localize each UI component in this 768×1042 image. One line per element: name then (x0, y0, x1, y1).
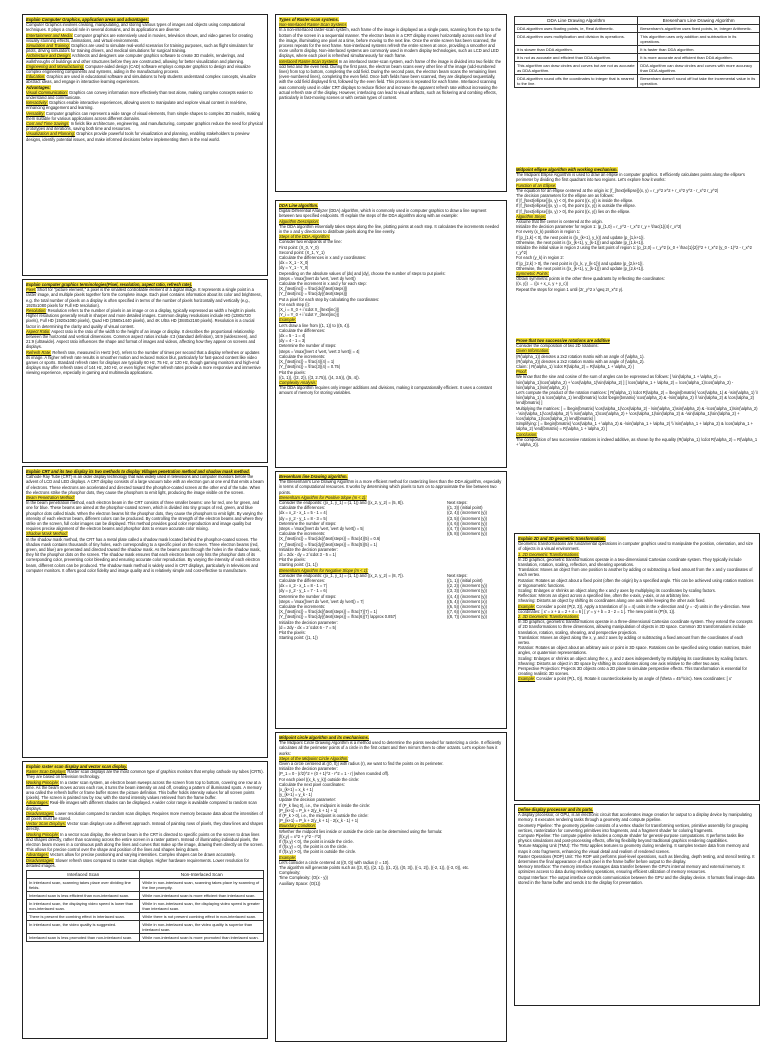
paragraph: Vectors allow for precise positioning and varying intensities. Complex shapes can be drawn accurately. (49, 852, 236, 858)
step-line: |dy = y_2 - y_1 = 7 - 1 = 6| (279, 588, 327, 594)
term: Given Information: (516, 348, 550, 354)
step-line: |dx = x_2 - x_1 = 5 - 1 = 4| (279, 510, 327, 516)
step-line: |x_{k+1} = x_k + 1| (279, 787, 313, 793)
term: Advantages: (26, 800, 49, 806)
term: Shadow Mask Method: (26, 531, 68, 537)
paragraph: Raster scan displays are the most common type of graphics monitors that employ cathode ray tubes (CRTs). They are based on television technology. (26, 769, 264, 780)
term: Architecture and Design: (26, 53, 71, 59)
paragraph: Vector scan displays use a different approach. Instead of painting rows of pixels, they draw lines and shapes directly. (26, 821, 264, 832)
step-line: |steps = \max(|\vert dx \vert, \vert dy \vert|) (279, 275, 356, 281)
section-heading: Explain CRT and its two display its two methods to display Villagen penetration method and shadow mask method. (26, 469, 250, 474)
step-line: Calculate the differences: (279, 505, 326, 511)
step-line: |Y_i = Y_0 + i \cdot Y_{\text{inc}}| (279, 312, 340, 318)
term: Working Principle: (26, 779, 59, 785)
table-row (515, 33, 760, 46)
table-row (515, 75, 760, 88)
paragraph: Short for "picture element," a pixel is the smallest controllable element of a digital image. It represents a single point in a raster image, and multiple pixels together form the complete image. Each pixel contains information about its color and brightness, e.g. the total number of pixels on a display is often specified in terms of the number of pixels horizontally and vertically (e.g., 1920x1080 pixels for Full HD resolution). (26, 287, 262, 308)
step-line: Depending on the absolute values of |dx| and |dy|, choose the number of steps to put pixels: (279, 270, 446, 276)
term: Proof: (516, 369, 527, 375)
paragraph: Geometry Pipeline: The geometry pipeline consists of a vertex shader for transforming vertices, primitive assembly for grouping vertices, rasterization for converting primitives into fragments, and a fragment shader for coloring fragments. (518, 822, 749, 833)
term: Raster Scan Displays: (26, 769, 67, 775)
step-point: ((3, 5)) (increment (y)) (447, 515, 488, 521)
step-point: ((3, 3)) (increment (y)) (447, 588, 488, 594)
table-cell: Interlaced scan is less promoted than non-interlaced scan. (27, 934, 140, 942)
step-line: Determine the number of steps: (279, 520, 337, 526)
step-point: ((5, 4)) (increment (x)) (447, 598, 488, 604)
step-line: |dy = Y_1 - Y_0| (279, 265, 309, 271)
step-point: ((4, 4)) (increment (y)) (447, 593, 488, 599)
step-point: ((1, 1)) (initial point) (447, 578, 483, 584)
step-line: Otherwise, the next point is ((x_{k+1}, y_{k-1})) and update |p_{1,k+1}|. (516, 239, 645, 245)
column-2 (275, 14, 507, 1016)
table-cell: In interlaced scan, scanning takes place over dividing line fields. (27, 879, 140, 892)
section-scan-display (22, 761, 268, 1039)
term: Algorithm Steps: (516, 213, 547, 219)
term: Example: (279, 317, 297, 323)
table-row (27, 900, 264, 913)
example-line: Let's consider a circle centered at ((0, 0)) with radius (r = 10). (279, 859, 390, 865)
example-line: Complexity: (279, 870, 301, 876)
table-row (515, 25, 760, 33)
table-header-row (27, 871, 264, 879)
paragraph: The DDA algorithm essentially takes steps along the line, plotting points at each step. It calculates the increments needed in the x and y directions to distribute pixels along the line evenly. (279, 223, 499, 235)
table-cell: It is not as accurate and efficient than DDA algorithm. (515, 54, 638, 62)
table-cell: While in non-interlaced scan, the video quality is superior than interlaced scan. (140, 921, 264, 934)
step-point: ((1, 3)) (initial point) (447, 505, 483, 511)
step-line: First point: (X_0, Y_0) (279, 244, 319, 250)
step-point: ((4, 7)) (increment (y)) (447, 526, 488, 532)
term: Function of an Ellipse: (516, 182, 557, 188)
paragraph: Perspective Projection: Projects 3D objects onto a 2D plane to simulate perspective effects. This transformation is essential for creating realistic 3D scenes. (518, 666, 747, 677)
step-line: |P_{k+1} = P_k + 2(y_k + 1) - 2(x_k - 1) + 1| (279, 818, 359, 824)
table-cell: Bresenham's algorithm uses fixed points, ie, Integer Arithmetic. (638, 25, 760, 33)
term: 1. 2D Geometric Transformations: (518, 551, 580, 557)
step-line: |X_{\text{inc}} = \frac{dx}{\text{steps}} = \frac{7}{7} = 1| (279, 609, 377, 615)
paragraph: In the shadow mask method, the CRT has a metal plate called a shadow mask located behind the phosphor-coated screen. The shadow mask contains thousands of tiny holes, each corresponding to a specific pixel on the screen. Three electron beams (red, green, and blue) are generated and directed toward the shadow mask. As the beams pass through the holes in the shadow mask, they hit the phosphor dots on the screen. The shadow mask ensures that each electron beam only hits the phosphor dots of its corresponding color, preventing color bleeding and ensuring accurate color reproduction. By varying the intensity of each electron beam, different colors can be produced. The shadow mask method is widely used in CRT displays, particularly in televisions and computer monitors. It offers good color fidelity and image quality and is relatively simple and cost-effective to manufacture. (26, 536, 261, 573)
term: Vector Scan Displays: (26, 821, 66, 827)
table-row (27, 921, 264, 934)
negative-slope-block (279, 573, 503, 641)
term: Conclusion: (516, 431, 538, 437)
table-cell: While there is not present combing effect in non-interlaced scan. (140, 913, 264, 921)
step-line: |X_{\text{inc}} = \frac{dx}{\text{steps}} = \frac{4}{5} = 0.6| (279, 536, 381, 542)
boundary-line: If (f(x,y) < 0), the point is inside the circle. (279, 839, 354, 845)
interlaced-comparison-table (26, 870, 264, 942)
section-crt (22, 466, 268, 758)
term: Refresh Rate: (26, 349, 52, 355)
table-row (27, 879, 264, 892)
table-row (515, 54, 760, 62)
step-line: |X_{\text{inc}} = \frac{dx}{\text{steps}}| (279, 286, 348, 292)
paragraph: In the beam penetration method, each electron beam in the CRT consists of three smaller beams: one for red, one for green, and one for blue. These beams are aimed at the phosphor-coated screen, which is divided into tiny groups of red, green, and blue phosphor dots called triads. When the electron beams hit the phosphor dots, they cause the phosphors to emit light. By varying the intensity of each electron beam, different colors can be produced. By controlling the strength of the electron beams and where they strike on the screen, full color images can be displayed. This method provides good color reproduction and image quality but requires precise alignment of the electron beams and phosphor dots to ensure accurate color mixing. (26, 500, 263, 532)
paragraph: The composition of two successive rotations is indeed additive, as shown by the equality (R(\alpha_1) \cdot R(\alpha_2) = R(\alpha_1 + \alpha_2)). (516, 436, 758, 448)
section-terminologies (22, 279, 268, 463)
table-row (515, 46, 760, 54)
proof-line: Simplifying: [ = \begin{bmatrix} \cos(\alpha_1 + \alpha_2) & -\sin(\alpha_1 + \alpha_2) \\ \sin(\alpha_1 + \alpha_2) & \cos(\alpha_1 + \alpha_2) \end{bmatrix} = R(\alpha_1 + \alpha_2) ] (516, 421, 754, 432)
term: Example: (518, 676, 536, 682)
step-line: Initialize the decision parameter for region 1: |p_{1,0} = r_y^2 - r_x^2 r_y + \frac{1}{4} r_x^2| (516, 224, 682, 230)
table-cell: Interlaced scan is less efficient than non-interlaced scan. (27, 892, 140, 900)
step-line: If |p_{2,k} > 0|, the next point is ((x_k, y_{k-1})) and update |p_{2,k+1}|. (516, 260, 644, 266)
paragraph: Raster Operations (ROP) Unit: The ROP unit performs pixel-level operations, such as blending, depth testing, and stencil testing. It determines the final appearance of each pixel in the frame buffer before output to the display. (518, 853, 755, 865)
paragraph: Aspect ratio is the ratio of the width to the height of an image or display. It describes the proportional relationship between the horizontal and vertical dimensions. Common aspect ratios include 4:3 (standard definition), 16:9 (widescreen), and 21:9 (ultrawide). Aspect ratio influences the shape and format of images and videos, affecting how they appear on screens and displays. (26, 328, 257, 350)
term: 2. 3D Geometric Transformations: (518, 614, 580, 620)
term: Beam Penetration Method: (26, 495, 75, 501)
section-heading: Prove that two successive rotations are additive (516, 338, 610, 343)
step-line: If |p_{1,k} < 0|, the next point is ((x_{k+1}, y_k)) and update |p_{1,k+1}|. (516, 234, 645, 240)
step-line: Calculate the increment in x and y for each step: (279, 281, 367, 287)
step-line: ((x, y)) → ((x + x_c, y + y_c)) (516, 281, 569, 287)
table-cell: DDA algorithm round offs the coordinates to integer that is nearest to the line. (515, 75, 638, 88)
step-line: Calculate the differences in x and y coordinates: (279, 255, 367, 261)
section-display-processor (514, 804, 760, 1006)
paragraph: Translation: Moves an object from one position to another by adding or subtracting a fixed amount from the x and y coordinates of each vertex. (518, 567, 753, 578)
given-line: (R(\alpha_1)) denotes a 2x2 rotation matrix with an angle of (\alpha_1). (516, 353, 645, 359)
given-line: Claim: ( R(\alpha_1) \cdot R(\alpha_2) = R(\alpha_1 + \alpha_2) ) (516, 364, 635, 370)
step-line: Obtain symmetric points in the other three quadrants by reflecting the coordinates: (516, 276, 665, 282)
table-cell: While in non-interlaced scan, scanning takes place by scanning of the line promptly. (140, 879, 264, 892)
paragraph: Computer graphics can represent a wide range of visual elements, from simple shapes to complex 3D models, making them suitable for various applications across different domains. (26, 110, 260, 121)
paragraph: Lower resolution compared to random scan displays. Requires more memory because data about the intensities of all pixels must be stored. (26, 810, 263, 822)
paragraph: Architects and designers use computer graphics software to create 3D models, renderings, and walkthroughs of buildings and other structures before they are constructed, allowing for better visualization and planning. (26, 53, 245, 64)
term: Steps of the DDA Algorithm: (279, 234, 330, 240)
term: Complexity Analysis: (279, 379, 317, 385)
table-cell: It is faster than DDA algorithm. (638, 46, 760, 54)
term: Resolution: (26, 308, 47, 314)
example-line: Time Complexity: (O(x - y)) (279, 875, 328, 881)
paragraph: The Bresenham's Line Drawing Algorithm is a more efficient method for rasterizing lines than the DDA algorithm, especially in terms of computational resources. It works by determining which pixels to turn on to approximate the line between two points. (279, 479, 502, 495)
step-line: Put a pixel for each step by calculating the coordinates: (279, 296, 380, 302)
paragraph: Graphics are used to simulate real-world scenarios for training purposes, such as flight simulators for pilots, driving simulators for training drivers, and medical simulations for surgical training. (26, 43, 254, 54)
step-line: Calculate the increments: (279, 604, 326, 610)
table-cell: It is slower than DDA algorithm. (515, 46, 638, 54)
section-heading: Types of Raster-scan systems. (279, 17, 339, 22)
step-line: Given a circle centered at ((0, 0)) with radius (r), we want to find the points on its perimeter. (279, 761, 444, 767)
column-header: Interlaced Scan (27, 871, 140, 879)
term: Cost and Time Savings: (26, 121, 70, 127)
step-line: |d = 2dx - dy = 2 \cdot 3 - 5 = 1| (279, 552, 336, 558)
section-dda (275, 200, 507, 468)
paragraph: Shearing: Distorts an object in 3D space by shifting its coordinates along one axis relative to the other two axes. (518, 660, 721, 666)
proof-line: We know that the sine and cosine of the sum of angles can be expressed as follows: [ \sin(\alpha_1 + \alpha_2) = \sin(\alpha_1)\cos(\alpha_2) + \cos(\alpha_1)\sin(\alpha_2) ] [ \cos(\alpha_1 + \alpha_2) = \cos(\alpha_1)\cos(\alpha_2) - \sin(\alpha_1)\sin(\alpha_2) ] (516, 374, 734, 390)
table-cell: DDA algorithm uses floating points, ie, Real Arithmetic. (515, 25, 638, 33)
step-line: Otherwise, the next point is ((x_{k+1}, y_{k-1})) and update |p_{2,k+1}|. (516, 265, 645, 271)
table-row (27, 892, 264, 900)
section-midpoint-ellipse (514, 167, 760, 335)
example-line: ((1, 1)), ((2, 2)), ((3, 2.75)), ((4, 3.5)), ((5, 4)). (279, 374, 360, 380)
paragraph: Graphics provide powerful tools for visualization and planning, enabling stakeholders to preview designs, identify potential issues, and make informed decisions before implementing them in the real world. (26, 131, 250, 142)
paragraph: Graphics are used in educational software and simulations to help students understand complex concepts, visualize abstract ideas, and engage in interactive learning experiences. (26, 74, 257, 85)
section-heading: Explain computer graphics terminologies(Pixel, resolution, aspect ratio, refresh rate). (26, 282, 193, 287)
section-heading: Explain Computer Graphics, application areas and advantages: (26, 17, 150, 22)
step-line: |dx = x_2 - x_1 = 8 - 1 = 7| (279, 583, 327, 589)
paragraph: Scaling: Enlarges or shrinks an object along the x, y, and z axes independently by multiplying its coordinates by scaling factors. (518, 655, 748, 661)
table-cell: In interlaced scan, the video quality is suggested. (27, 921, 140, 934)
step-point: ((5, 8)) (increment (y)) (447, 531, 488, 537)
section-heading: Midpoint circle algorithm and its mechanisms. (279, 735, 370, 740)
paragraph: Computer-aided design (CAD) software employs computer graphics to design and visualize complex engineering components and systems, aiding in the manufacturing process. (26, 63, 251, 75)
step-line: |steps = \max(|\vert dx \vert, \vert dy \vert|) = 7| (279, 598, 364, 604)
column-header: DDA Line Drawing Algorithm (515, 17, 638, 25)
term: Pixel: (26, 287, 37, 293)
step-line: Plot the pixels: (279, 557, 306, 563)
paragraph: Consider a point (P(2, 3)). Apply a translation of (x = 4) units in the x-direction and (y = -2) units in the y-direction. New coordinates: [ x' = x + a = 2 + 4 = 6 ] [ y' = y + b = 3 - 2 = 1 ]. The new point is (P'(6, 1)). (518, 603, 750, 614)
steps-list (279, 500, 441, 568)
table-cell: While non-interlaced scan is more efficient than interlaced scan. (140, 892, 264, 900)
term: Disadvantages: (26, 857, 55, 863)
step-point: ((2, 4)) (increment (y)) (447, 510, 488, 516)
example-line: Determine the number of steps: (279, 343, 337, 349)
paragraph: Geometric transformations are fundamental operations in computer graphics used to manipulate the position, orientation, and size of objects in a visual environment. (518, 541, 754, 552)
column-header: Non-Interlaced Scan (140, 871, 264, 879)
paragraph: Graphics enable interactive experiences, allowing users to manipulate and explore visual content in real-time, enhancing engagement and learning. (26, 100, 247, 111)
step-line: If (P_k \leq 0), i.e., the midpoint is inside the circle: (279, 802, 371, 808)
example-line: |steps = \max(|\vert 4 \vert, \vert 3 \vert)| = 4| (279, 348, 360, 354)
boundary-line: Whether the midpoint lies inside or outside the circle can be determined using the formula: (279, 828, 443, 834)
term: Bresenham Algorithm for Negative Slope (m < 1): (279, 567, 369, 573)
paragraph: In a non-interlaced raster-scan system, each frame of the image is displayed as a single pass, scanning from the top to the bottom of the screen in a sequential manner. The electron beam in a CRT display moves horizontally across each line of the image, illuminating one pixel at a time, before moving to the next line. Once the entire screen has been scanned, the process repeats for the next frame. Non-interlaced systems refresh the entire screen at once, providing a smoother and more uniform display. Non-interlaced systems are commonly used in modern display technologies, such as LCD and LED displays, where each pixel is refreshed simultaneously for each frame. (279, 27, 502, 59)
step-line: Second point: (X_1, Y_1) (279, 249, 325, 255)
term: Interlaced Raster-Scan Systems (279, 58, 338, 64)
example-line: Auxiliary Space: (O(1)) (279, 880, 321, 886)
term: Simulation and Training: (26, 43, 70, 49)
step-line: |Y_{\text{inc}} = \frac{dy}{\text{steps}} = \frac{6}{7} \approx 0.857| (279, 614, 397, 620)
step-line: |dx = X_1 - X_0| (279, 260, 309, 266)
step-line: Initialize the decision parameter: (279, 766, 338, 772)
column-3 (514, 14, 760, 1016)
paragraph: In an interlaced raster-scan system, each frame of the image is divided into two fields: the odd field and the even field. During the first pass, the electron beam scans every other line of the image (odd-numbered lines) from top to bottom, completing the odd field. During the second pass, the electron beam scans the remaining lines (even-numbered lines), completing the even field. Once both fields have been scanned, they are displayed sequentially, with the odd field displayed first, followed by the even field. This process is repeated for each frame. Interlaced scanning was commonly used in older CRT displays to reduce flicker and increase the apparent refresh rate without increasing the actual refresh rate of the display. However, interlacing can lead to visual artifacts, such as flickering and combing effects, particularly in fast-moving scenes or with certain types of content. (279, 58, 502, 101)
section-applications (22, 14, 268, 276)
term: Advantages: (26, 852, 49, 858)
step-line: |Y_{\text{inc}} = \frac{dy}{\text{steps}} = \frac{5}{5} = 1| (279, 541, 377, 547)
paragraph: Refresh rate, measured in Hertz (Hz), refers to the number of times per second that a display refreshes or updates its image. A higher refresh rate results in smoother motion and reduced motion blur, particularly for fast-paced content like video games or sports. Standard refresh rates for displays are typically 60 Hz, 75 Hz, or 120 Hz, though gaming monitors and high-end displays may offer refresh rates of 144 Hz, 240 Hz, or even higher. Higher refresh rates provide a more responsive and immersive viewing experience, especially in gaming and multimedia applications. (26, 349, 261, 376)
table-cell: DDA algorithm can draw circles and curves with more accuracy than DDA algorithm. (638, 62, 760, 75)
example-line: Let's draw a line from ((1, 1)) to ((5, 4)). (279, 322, 351, 328)
step-line: |y_{k+1} = y_k - 1| (279, 792, 312, 798)
section-heading: DDA Line algorithm. (279, 203, 319, 208)
section-dda-vs-bresenham (514, 14, 760, 164)
formula-line: If |f_{\text{ellipse}}(x, y) > 0|, the point ((x, y)) lies on the ellipse. (516, 208, 631, 214)
step-point: ((7, 6)) (increment (y)) (447, 609, 488, 615)
step-line: For each step (i): (279, 301, 310, 307)
table-cell: In interlaced scan, the displaying video speed is lower than non-interlaced scan. (27, 900, 140, 913)
column-header: Bresenham Line Drawing Algorithm (638, 17, 760, 25)
column-1 (22, 14, 268, 1016)
term: Symmetric Points: (516, 271, 549, 277)
example-line: |Y_{\text{inc}} = \frac{3}{4} = 0.75| (279, 364, 340, 370)
paragraph: The Midpoint Circle Drawing Algorithm is a method used to determine the points needed for rasterizing a circle. It efficiently calculates all the perimeter points of a circle in the first octant and then mirrors them to other octants. Let's explore how it works: (279, 740, 502, 756)
paragraph: Consider a point (P(1, 0)). Rotate it counterclockwise by an angle of (\theta = 45^\circ). New coordinates: [ x' (536, 676, 732, 682)
paragraph: Computer graphics are extensively used in movies, television shows, and video games for creating visually stunning effects, animations, and virtual environments. (26, 32, 253, 43)
term: Entertainment and Media: (26, 32, 73, 38)
example-line: Calculate the increments: (279, 353, 326, 359)
step-line: Consider two endpoints of the line: (279, 239, 342, 245)
paragraph: Cathode Ray Tube (CRT) is an older display technology that was widely used in televisions and computer monitors before the advent of LCD and LED displays. A CRT display consists of a large vacuum tube with an electron gun at one end that emits a beam of electrons. These electrons are accelerated and directed toward the phosphor-coated screen at the other end of the tube. When the electrons strike the phosphor dots, they cause the phosphors to emit light, producing the image visible on the screen. (26, 474, 264, 495)
step-point: ((4, 6)) (increment (y)) (447, 520, 488, 526)
term: Steps of the Midpoint Circle Algorithm: (279, 755, 349, 761)
positive-slope-block (279, 500, 503, 568)
term: Example: (518, 603, 536, 609)
step-line: Assume that the center is centered at the origin. (516, 219, 603, 225)
term: Interactivity: (26, 100, 48, 106)
table-cell: It is more accurate and efficient than DDA algorithm. (638, 54, 760, 62)
step-point: ((6, 5)) (increment (y)) (447, 604, 488, 610)
term: Algorithm Description: (279, 218, 320, 224)
table-header-row (515, 17, 760, 25)
step-line: |dy = y_2 - y_1 = 8 - 3 = 5| (279, 515, 327, 521)
step-line: Plot the pixels: (279, 630, 306, 636)
example-line: The algorithm will generate points such as ((3, 0)), ((2, 1)), ((1, 2)), ((0, 3)), ((-1, 2)), ((-2, 1)), ((-3, 0)), etc. (279, 865, 470, 871)
given-line: (R(\alpha_2)) denotes a 2x2 rotation matrix with an angle of (\alpha_2). (516, 358, 645, 364)
step-line: If (P_k > 0), i.e., the midpoint is outside the circle: (279, 813, 369, 819)
section-heading: Midpoint ellipse algorithm with working mechanism. (516, 167, 618, 172)
paragraph: Output Interface: The output interface controls communication between the GPU and the display device. It formats final image data stored in the frame buffer and sends it to the display for presentation. (518, 874, 755, 885)
formula-line: If |f_{\text{ellipse}}(x, y) < 0|, the point ((x, y)) is inside the ellipse. (516, 198, 634, 204)
paragraph: In 3D graphics, geometric transformations operate in a three-dimensional Cartesian coordinate system. They extend the concepts of 2D transformations to three dimensions, allowing manipulation of objects in 3D space. Common 3D transformations include translation, rotation, scaling, shearing, and perspective projection. (518, 619, 753, 635)
step-line: Consider the endpoints: ((x_1, y_1) = (1, 1)) and ((x_2, y_2) = (8, 7)). (279, 572, 404, 578)
paragraph: Resolution refers to the number of pixels in an image or on a display, typically expressed as width x height in pixels. Higher resolutions generally result in sharper and more detailed images. Common display resolutions include HD (1280x720 pixels), Full HD (1920x1080 pixels), Quad HD (2560x1440 pixels), and 4K Ultra HD (3840x2160 pixels). Resolution is a crucial factor in determining the clarity and quality of visual content. (26, 308, 257, 329)
step-line: Calculate the differences: (279, 578, 326, 584)
table-cell: This algorithm can draw circles and curves but are not as accurate as DDA algorithm. (515, 62, 638, 75)
term: Bresenham Algorithm for Positive Slope (m < 1): (279, 494, 367, 500)
term: Engineering and Manufacturing: (26, 63, 85, 69)
step-line: Initialize the decision parameter: (279, 546, 338, 552)
step-line: |d = 2dy - dx = 2 \cdot 6 - 7 = 5| (279, 624, 336, 630)
table-cell: This algorithm uses only addition and subtraction in its operations. (638, 33, 760, 46)
step-line: Starting point: ((1, 1)) (279, 562, 318, 568)
term: Visual Communication: (26, 89, 68, 95)
table-cell: While non-interlaced scan is more promoted than interlaced scan. (140, 934, 264, 942)
step-line: Initialize the initial value in region 2 using the last point of region 1: |p_{2,0} = r_y^2 (x_0 + \frac{1}{2})^2 + r_x^2 (y_0 - 1)^2 - r_x^2 r_y^2| (516, 245, 752, 256)
term: Education: (26, 74, 46, 80)
paragraph: The Midpoint Ellipse Algorithm is used to draw an ellipse in computer graphics. It efficiently calculates points along the ellipse's perimeter by dividing the first quadrant into two regions. Let's explore how it works: (516, 172, 745, 183)
table-cell: DDA algorithm uses multiplication and division its operations. (515, 33, 638, 46)
paragraph: Rotation: Rotates an object about a fixed point (often the origin) by a specified angle. This can be achieved using rotation matrices or trigonometric functions. (518, 577, 754, 588)
step-line: For each (y_k) in region 2: (516, 255, 564, 261)
table-row (27, 934, 264, 942)
proof-line: Multiplying the matrices: [ = \begin{bmatrix} \cos(\alpha_1)\cos(\alpha_2) - \sin(\alpha_1)\sin(\alpha_2) & -\cos(\alpha_1)\sin(\alpha_2) - \sin(\alpha_1)\cos(\alpha_2) \\ \sin(\alpha_1)\cos(\alpha_2) + \cos(\alpha_1)\sin(\alpha_2) & -\sin(\alpha_1)\sin(\alpha_2) + \cos(\alpha_1)\cos(\alpha_2) \end{bmatrix} ] (516, 405, 758, 422)
example-line: |dx = 5 - 1 = 4| (279, 333, 306, 339)
next-steps-list (447, 500, 503, 568)
table-cell: There is present the combing effect in interlaced scan. (27, 913, 140, 921)
paragraph: A display processor, or GPU, is an electronic circuit that accelerates image creation for output to a display device by manipulating memory. It executes rendering tasks through a geometry and compute pipeline. (518, 812, 752, 823)
example-line: |X_{\text{inc}} = \frac{4}{4} = 1| (279, 359, 335, 365)
paragraph: Texture Mapping Unit (TMU): The TMU applies textures to geometry during rendering. It samples texture data from memory and maps it onto fragments, enhancing the visual detail and realism of rendered scenes. (518, 843, 750, 854)
step-line: For each pixel ((x_k, y_k)) outside the circle: (279, 776, 360, 782)
section-heading: Explain 2D and 3D geometric transformation. (518, 536, 606, 541)
boundary-line: |f(x,y) = x^2 + y^2 - r^2| (279, 833, 322, 839)
table-cell: Bresenham doesn't round off but take the incremental value in its operation. (638, 75, 760, 88)
paragraph: Shearing: Distorts an object by shifting its coordinates along one axis while keeping the other axis fixed. (518, 598, 706, 604)
next-steps-label: Next steps: (447, 500, 468, 506)
section-bresenham (275, 471, 507, 729)
section-heading: Bresenham line Drawing algorithm. (279, 474, 348, 479)
example-line: |dy = 4 - 1 = 3| (279, 338, 306, 344)
formula-line: The equation for an ellipse centered at the origin is: |f_{\text{ellipse}}(x, y) = r_y^2 x^2 + r_x^2 y^2 - r_x^2 r_y^2| (516, 187, 719, 193)
step-line: Update the decision parameter: (279, 797, 337, 803)
term: Aspect Ratio: (26, 328, 51, 334)
step-line: Calculate the next pixel coordinates: (279, 781, 345, 787)
step-line: Initialize the decision parameter: (279, 619, 338, 625)
paragraph: Computer Graphics involves creating, manipulating, and storing various types of images and objects using computational techniques. It plays a crucial role in several domains, and its applications are diverse: (26, 22, 245, 33)
next-steps-label: Next steps: (447, 572, 468, 578)
step-line: |Y_{\text{inc}} = \frac{dy}{\text{steps}}| (279, 291, 348, 297)
next-steps-list (447, 573, 503, 641)
term: Example: (279, 854, 297, 860)
paragraph: Rotation: Rotates an object about an arbitrary axis or point in 3D space. Rotations can be specified using rotation matrices, Euler angles, or quaternion representations. (518, 645, 752, 656)
step-line: For every (x_k) position in region 1: (516, 229, 581, 235)
term: Boundary Condition: (279, 823, 317, 829)
formula-line: The decision parameters for the ellipse are as follows: (516, 193, 614, 199)
step-line: Consider the endpoints: ((x_1, y_1) = (1, 1)) and ((x_2, y_2) = (5, 8)). (279, 500, 404, 506)
boundary-line: If (f(x,y) = 0), the point is on the circle. (279, 844, 348, 850)
paragraph: In a vector scan display, the electron beam in the CRT is directed to specific points on the screen to draw lines and shapes directly, rather than scanning across the entire screen in a raster pattern. Instead of illuminating individual pixels, the electron beam moves in a continuous path along the lines and curves that make up the image, drawing them directly on the screen. This allows for precise control over the shape and position of the lines and shapes being drawn. (26, 831, 264, 853)
boundary-line: If (f(x,y) > 0), the point is outside the circle. (279, 849, 357, 855)
subheading: Advantages: (26, 84, 51, 90)
paragraph: In 2D graphics, geometric transformations operate in a two-dimensional Cartesian coordinate system. They typically include translation, rotation, scaling, reflection, and shearing operations. (518, 556, 742, 568)
table-cell: While in non-interlaced scan, the displaying video speed is greater than interlaced scan. (140, 900, 264, 913)
example-line: Calculate the differences: (279, 327, 326, 333)
paragraph: In fields like architecture, engineering, and manufacturing, computer graphics reduce the need for physical prototypes and iterations, saving both time and resources. (26, 121, 263, 132)
step-line: Starting point: ((1, 1)) (279, 635, 318, 641)
section-raster-types (275, 14, 507, 192)
paragraph: Real-life images with different shades can be displayed. A wider color range is available compared to random scan displays. (26, 800, 257, 811)
term: Non-Interlaced Raster-Scan Systems (279, 22, 347, 28)
term: Working Principle: (26, 831, 59, 837)
step-line: Calculate the increments: (279, 531, 326, 537)
step-point: ((8, 7)) (increment (y)) (447, 614, 488, 620)
section-heading: Define display processor and its parts. (518, 807, 594, 812)
formula-line: If |f_{\text{ellipse}}(x, y) = 0|, the point ((x, y)) is outside the ellipse. (516, 203, 636, 209)
paragraph: Slower refresh rates compared to raster scan displays. Higher hardware requirements. Lower resolution for detailed images. (26, 857, 249, 868)
paragraph: The DDA algorithm requires only integer additions and divisions, making it computationally efficient. It uses a constant amount of memory for storing variables. (279, 385, 492, 396)
term: Versatility: (26, 110, 45, 116)
paragraph: Digital Differential Analyzer (DDA) algorithm, which is commonly used in computer graphics to draw a line segment between two specified endpoints. I'll explain the steps of the DDA algorithm along with an example: (279, 208, 487, 219)
paragraph: Reflection: Mirrors an object across a specified line, often the x-axis, y-axis, or an arbitrary line. (518, 593, 690, 599)
paragraph: Compute Pipeline: The compute pipeline includes a compute shader for general-purpose computations. It performs tasks like physics simulations and post-processing effects, offering flexibility beyond traditional graphics rendering capabilities. (518, 833, 744, 844)
example-line: Plot the pixels: (279, 369, 306, 375)
step-line: |P_1 = 0 - (r/2)^2 + (0 + 1)^2 - r^2 = 1 - r| (when rounded off). (279, 771, 390, 777)
proof-line: Let's compute the product of the rotation matrices: [ R(\alpha_1) \cdot R(\alpha_2) = \begin{bmatrix} \cos(\alpha_1) & -\sin(\alpha_1) \\ \sin(\alpha_1) & \cos(\alpha_1) \end{bmatrix} \cdot \begin{bmatrix} \cos(\alpha_2) & -\sin(\alpha_2) \\ \sin(\alpha_2) & \cos(\alpha_2) \end{bmatrix} ] (516, 390, 758, 406)
steps-list (279, 573, 441, 641)
step-line: |steps = \max(|\vert dx \vert, \vert dy \vert|) = 5| (279, 526, 364, 532)
step-line: Repeat the steps for region 1 until (2r_y^2 x \geq 2r_x^2 y). (516, 286, 624, 292)
paragraph: In a raster scan system, an electron beam sweeps across the screen from top to bottom, covering one row at a time. As the beam moves across each row, it turns the beam intensity on and off, creating a pattern of illuminated spots. A memory area called the refresh buffer or frame buffer stores the picture definition. This buffer holds intensity values for all screen points (pixels). The screen is painted row by row, with the stored intensity values retrieved from the frame buffer. (26, 779, 262, 801)
table-row (27, 913, 264, 921)
section-heading: Explain raster scan display and vector scan display. (26, 764, 128, 769)
step-point: ((2, 2)) (increment (y)) (447, 583, 488, 589)
paragraph: Graphics can convey information more effectively than text alone, making complex concepts easier to understand and communicate. (26, 89, 253, 101)
section-geometric-transformations (514, 533, 760, 801)
section-midpoint-circle (275, 732, 507, 1042)
step-line: |X_i = X_0 + i \cdot X_{\text{inc}}| (279, 307, 340, 313)
step-line: |P_{k+1} = P_k + 2(y_k + 1) + 1| (279, 807, 338, 813)
dda-vs-bresenham-table (514, 16, 760, 88)
term: Visualization and Planning: (26, 131, 76, 137)
paragraph: Scaling: Enlarges or shrinks an object along the x and y axes by multiplying its coordinates by scaling factors. (518, 588, 716, 594)
paragraph: Translation: Moves an object along the x, y, and z axes by adding or subtracting a fixed amount from the coordinates of each vertex. (518, 634, 744, 646)
paragraph: Memory Interface: The memory interface manages data transfer between the GPU's internal memory and external memory. It optimizes access to data during rendering operations, ensuring efficient utilization of memory resources. (518, 864, 745, 875)
paragraph: Consider the composition of two 2D rotations: (516, 343, 599, 349)
table-row (515, 62, 760, 75)
step-line: Determine the number of steps: (279, 593, 337, 599)
term: Disadvantages: (26, 810, 55, 816)
section-rotation-proof (514, 338, 760, 530)
